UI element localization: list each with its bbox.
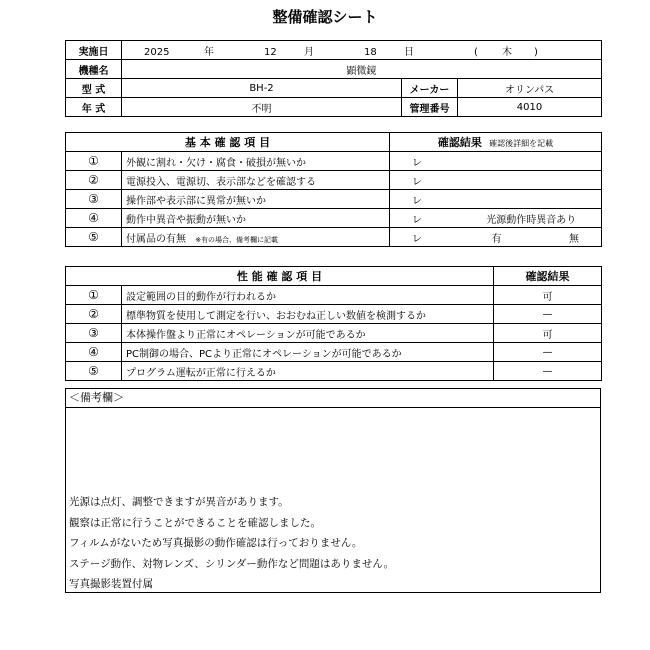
accessory-yes: 有 [462, 228, 532, 247]
basic-num: ⑤ [66, 228, 122, 247]
year-label: 年 式 [66, 98, 122, 117]
memo-line: 光源は点灯、調整できますが異音があります。 [69, 496, 289, 508]
performance-check-table [65, 266, 602, 381]
basic-check: レ [390, 152, 602, 171]
basic-header: 基 本 確 認 項 目 [66, 133, 390, 152]
memo-header: ＜備考欄＞ [65, 388, 601, 408]
date-month-unit: 月 [304, 46, 314, 58]
weekday-open: ( [474, 46, 478, 58]
type-label: 型 式 [66, 79, 122, 98]
page-title: 整備確認シート [272, 8, 378, 26]
memo-line: 写真撮影装置付属 [69, 578, 153, 590]
model-value: 顕微鏡 [122, 60, 602, 79]
mgmt-label: 管理番号 [402, 98, 458, 117]
performance-item-text: 標準物質を使用して測定を行い、おおむね正しい数値を検測するか [122, 305, 494, 324]
memo-box [65, 408, 601, 593]
basic-result-note: 確認後詳細を記載 [489, 139, 554, 148]
basic-check: レ [390, 190, 602, 209]
performance-result: — [494, 362, 602, 381]
basic-num: ① [66, 152, 122, 171]
memo-line: ステージ動作、対物レンズ、シリンダー動作など問題はありません。 [69, 557, 395, 570]
performance-result: — [494, 343, 602, 362]
info-table [65, 40, 602, 117]
accessory-note: ※有の場合、備考欄に記載 [195, 235, 279, 244]
basic-item-text [122, 228, 390, 247]
performance-num: ⑤ [66, 362, 122, 381]
performance-num: ③ [66, 324, 122, 343]
date-value [122, 41, 602, 60]
memo-line: フィルムがないため写真撮影の動作確認は行っておりません。 [69, 537, 363, 549]
model-label: 機種名 [66, 60, 122, 79]
type-value: BH-2 [122, 79, 402, 98]
performance-result: 可 [494, 286, 602, 305]
performance-result: 可 [494, 324, 602, 343]
performance-result: — [494, 305, 602, 324]
performance-header: 性 能 確 認 項 目 [66, 267, 494, 286]
performance-item-text: 本体操作盤より正常にオペレーションが可能であるか [122, 324, 494, 343]
accessory-no: 無 [532, 228, 602, 247]
performance-item-text: 設定範囲の目的動作が行われるか [122, 286, 494, 305]
date-day-unit: 日 [404, 46, 414, 58]
basic-result-header [390, 133, 602, 152]
weekday-close: ) [534, 46, 538, 58]
basic-check: レ [390, 228, 462, 247]
date-year-unit: 年 [204, 46, 214, 58]
basic-check: レ [390, 209, 462, 228]
performance-num: ④ [66, 343, 122, 362]
performance-num: ① [66, 286, 122, 305]
basic-item-text: 操作部や表示部に異常が無いか [122, 190, 390, 209]
memo-lines [69, 492, 394, 595]
maker-value: オリンパス [458, 79, 602, 98]
date-day: 18 [364, 46, 377, 58]
basic-num: ③ [66, 190, 122, 209]
performance-item-text: PC制御の場合、PCより正常にオペレーションが可能であるか [122, 343, 494, 362]
basic-item-text: 外観に割れ・欠け・腐食・破損が無いか [122, 152, 390, 171]
date-year: 2025 [144, 46, 170, 58]
basic-num: ② [66, 171, 122, 190]
date-month: 12 [264, 46, 277, 58]
weekday: 木 [502, 46, 512, 58]
basic-detail: 光源動作時異音あり [462, 209, 602, 228]
basic-check-table [65, 132, 602, 247]
basic-num: ④ [66, 209, 122, 228]
performance-result-header: 確認結果 [494, 267, 602, 286]
mgmt-value: 4010 [458, 98, 602, 117]
basic-result-title: 確認結果 [437, 136, 482, 149]
performance-item-text: プログラム運転が正常に行えるか [122, 362, 494, 381]
accessory-label: 付属品の有無 [126, 233, 186, 245]
basic-item-text: 電源投入、電源切、表示部などを確認する [122, 171, 390, 190]
memo-line: 観察は正常に行うことができることを確認しました。 [69, 516, 321, 529]
performance-num: ② [66, 305, 122, 324]
date-label: 実施日 [66, 41, 122, 60]
basic-check: レ [390, 171, 602, 190]
year-value: 不明 [122, 98, 402, 117]
maker-label: メーカー [402, 79, 458, 98]
basic-item-text: 動作中異音や振動が無いか [122, 209, 390, 228]
